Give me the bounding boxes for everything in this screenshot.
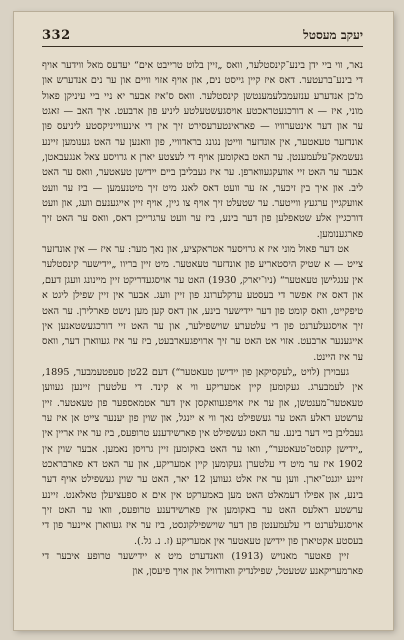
body-text — [42, 58, 363, 610]
paragraph: געבוירן (לויט „לעקסיקאן פון יידישן טעאטער“) דעם 22טן סעפטעמבער, 1895, אין לעמבערג. געקומען קיין אמעריקע ווי א קינד. די עלטערן זיינען געווען טעאטער־מענטשן, און ער איז אויפגעוואקסן אין דער אטמאספער פון טעאטער. זיין ערשטע ראלע האט ער געשפילט נאך ווי א ייִנגל, און שוין פון יענער צייט אן איז ער געבליבן ביי דער בינע. ער האט געשפילט אין פארשידענע טרופעס, ביז ער איז אריין אין „יידישן קונסט־טעאטער“, וואו ער האט באקומען זיין גרויסן נאמען. אבער שוין אין 1902 איז ער מיט די עלטערן געקומען קיין אמעריקע, און ער האט דא פארבראכט זיינע יוגנט־יארן. ווען ער איז אלט געווען 12 יאר, האט ער שוין געשפילט אויף דער בינע, און אפילו דעמאלט האט מען באמערקט אין אים א ספעציעלן טאלאנט. זיינע ערשטע ראלעס האט ער באקומען אין פארשידענע טרופעס, וואו ער האט זיך אויסגעלערנט די עלעמענטן פון דער שוישפילקונסט, ביז ער איז געווארן איינער פון די בעסטע אקטיארן פון יידישן טעאטער אין אמעריקע (ז. נ. גל.). — [42, 366, 363, 547]
page-header — [42, 28, 363, 50]
paragraph: אט דער פאול מוני איז א גרויסער אטראקציע, און נאך מער: ער איז — אין אונדזער צייט — א שטיק היסטאריע פון אונדזער טעאטער. מיט זיין בריוו „יידישער קינסטלער אין ענגלישן טעאטער“ (ניו־יארק, 1930) האט ער אויסגעדריקט זיין מיינונג וועגן דעם, און דאס איז אפשר די בעסטע ערקלערונג פון זיין וועג. אבער אין זיין שפילן ליגט א טיפקייט, וואס קומט פון דער יידישער בינע, און דאס קען מען נישט פארלירן. ער האט זיך אויסגעלערנט פון די עלטערע שוישפילער, און ער האט זיי דורכגעשטאנען אין אייגענער ארבעט. אזוי אט האט ער זיך ארויפגעארבעט, ביז ער איז געווארן דער, וואס ער איז היינט. — [42, 244, 363, 363]
header-rule — [42, 46, 363, 47]
book-page — [14, 12, 393, 630]
paragraph: זיין פאטער מאנויש (1913) וואנדערט מיט א יידישער טרופע איבער די פארמעריקאנע שטעטל, שפילנדיק וואודוויל און אויך פיעסן, און — [42, 551, 363, 578]
page-number: 332 — [42, 28, 71, 43]
paragraph: נאר, ווי ביי ידן בינע־קינסטלער, וואס „זיין בלוט טרייבט אים“ יעדעס מאל ווידער אויף די בינע־ברעטער. דאס איז קיין גייסט נים, און אויף אזוי וויים און ער נים אנדערש און מ'כן אנדערע ענזעמבלעמענטשן קינסטלער. וואס ס'איז אבער יא ניי ביי עיניקן פאול מוני, איז — א דורכגעטראכטע אויסגעשטעלטע ליניע פון ארבעט. איך האב — זאגט ער און דער אינטערוויו — פאראינטערעסירט זיך אין די אינעווייניקסטע ליניעס פון אונדזער טעאטער, אין אונדזער ווייטן נגונג בראדוויי, פון וואנען ער האט גענומען זיינע געשמאק־עלעמענטן. ער האט באקומען אויף די לעצטע יארן א גרויסע צאל אנגעבאטן, אבער ער האט זיי אוועקגעווארפן. ער איז געבליבן בײם יידישן טעאטער, וואס ער האט ליב. און איך בין זיכער, אז ער וועט דאס לאנג מיט זיך מיטנעמען — ביז ער וועט אוועקגיין ערגעץ ווייטער. ער שטעלט זיך אויף צו גיין, אויף זיין אייגענעם וועג, און וועט דורכגיין אלע שטאפלען פון דער בינע, ביז ער וועט ערגרייכן דאס, וואס ער האט זיך פארגענומען. — [42, 60, 363, 240]
running-head: יעקב מעסטל — [303, 28, 363, 42]
